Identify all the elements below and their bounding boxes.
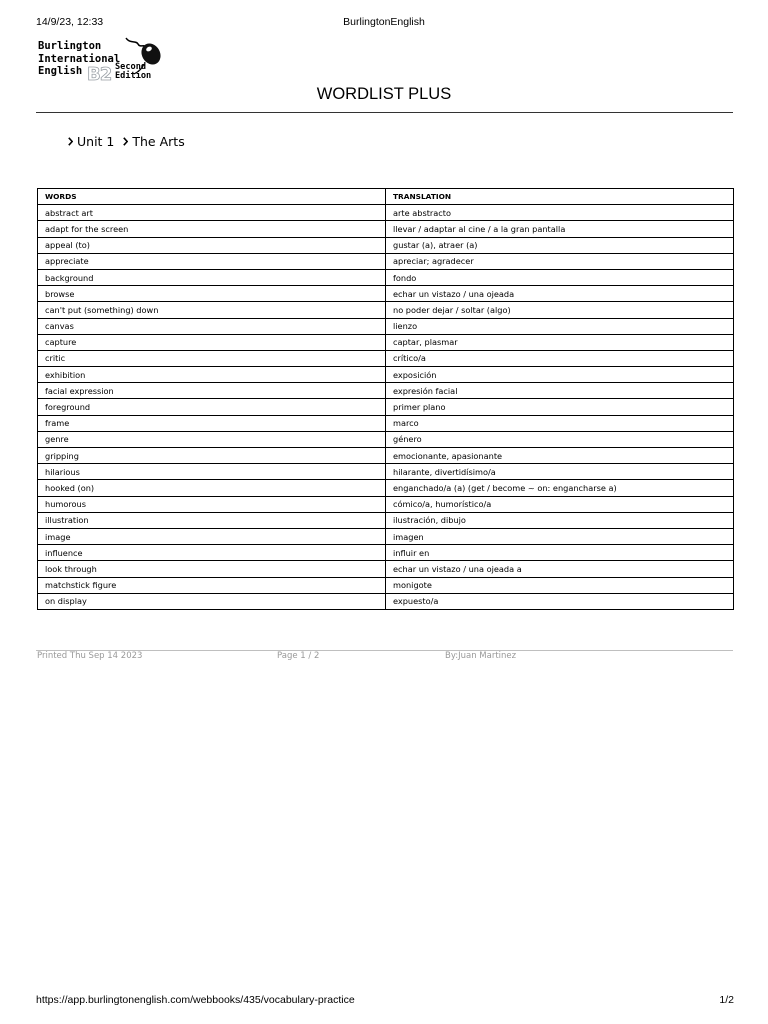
table-row bbox=[38, 561, 734, 577]
word-cell: look through bbox=[38, 561, 386, 577]
table-row bbox=[38, 221, 734, 237]
word-cell: critic bbox=[38, 350, 386, 366]
translation-cell: hilarante, divertidísimo/a bbox=[386, 464, 734, 480]
breadcrumb-unit[interactable] bbox=[68, 134, 114, 149]
word-cell: genre bbox=[38, 431, 386, 447]
word-cell: adapt for the screen bbox=[38, 221, 386, 237]
table-body bbox=[38, 205, 734, 610]
table-row bbox=[38, 237, 734, 253]
column-header-words: WORDS bbox=[38, 189, 386, 205]
translation-cell: crítico/a bbox=[386, 350, 734, 366]
table-row bbox=[38, 496, 734, 512]
table-row bbox=[38, 431, 734, 447]
word-cell: background bbox=[38, 269, 386, 285]
wordlist-table bbox=[37, 188, 734, 610]
translation-cell: arte abstracto bbox=[386, 205, 734, 221]
print-datetime: 14/9/23, 12:33 bbox=[36, 16, 104, 28]
table-header-row bbox=[38, 189, 734, 205]
translation-cell: exposición bbox=[386, 367, 734, 383]
table-row bbox=[38, 383, 734, 399]
table-row bbox=[38, 334, 734, 350]
title-divider bbox=[36, 112, 733, 113]
translation-cell: imagen bbox=[386, 528, 734, 544]
table-row bbox=[38, 528, 734, 544]
translation-cell: emocionante, apasionante bbox=[386, 448, 734, 464]
word-cell: facial expression bbox=[38, 383, 386, 399]
word-cell: capture bbox=[38, 334, 386, 350]
word-cell: gripping bbox=[38, 448, 386, 464]
table-row bbox=[38, 399, 734, 415]
table-row bbox=[38, 512, 734, 528]
logo-edition-line-2: Edition bbox=[115, 71, 152, 81]
breadcrumb-topic[interactable] bbox=[123, 134, 184, 149]
translation-cell: marco bbox=[386, 415, 734, 431]
translation-cell: fondo bbox=[386, 269, 734, 285]
word-cell: foreground bbox=[38, 399, 386, 415]
computer-mouse-icon bbox=[124, 36, 162, 76]
translation-cell: expuesto/a bbox=[386, 593, 734, 609]
breadcrumb-unit-label: Unit 1 bbox=[77, 134, 115, 149]
document-title: WORDLIST PLUS bbox=[316, 85, 452, 103]
translation-cell: llevar / adaptar al cine / a la gran pantalla bbox=[386, 221, 734, 237]
table-row bbox=[38, 205, 734, 221]
translation-cell: influir en bbox=[386, 545, 734, 561]
table-row bbox=[38, 593, 734, 609]
print-page-count: 1/2 bbox=[719, 994, 734, 1006]
word-cell: appeal (to) bbox=[38, 237, 386, 253]
table-row bbox=[38, 350, 734, 366]
word-cell: matchstick figure bbox=[38, 577, 386, 593]
word-cell: illustration bbox=[38, 512, 386, 528]
translation-cell: apreciar; agradecer bbox=[386, 253, 734, 269]
table-row bbox=[38, 367, 734, 383]
word-cell: browse bbox=[38, 286, 386, 302]
table-row bbox=[38, 286, 734, 302]
word-cell: image bbox=[38, 528, 386, 544]
translation-cell: ilustración, dibujo bbox=[386, 512, 734, 528]
footer-printed-date: Printed Thu Sep 14 2023 bbox=[37, 651, 143, 661]
table-row bbox=[38, 545, 734, 561]
footer-page-number: Page 1 / 2 bbox=[277, 651, 320, 661]
word-cell: abstract art bbox=[38, 205, 386, 221]
chevron-right-icon bbox=[123, 137, 128, 146]
breadcrumb bbox=[68, 134, 194, 149]
table-row bbox=[38, 302, 734, 318]
print-page-title: BurlingtonEnglish bbox=[343, 16, 425, 28]
logo-line-2: International bbox=[38, 52, 121, 65]
translation-cell: lienzo bbox=[386, 318, 734, 334]
word-cell: hooked (on) bbox=[38, 480, 386, 496]
translation-cell: no poder dejar / soltar (algo) bbox=[386, 302, 734, 318]
word-cell: can't put (something) down bbox=[38, 302, 386, 318]
table-row bbox=[38, 415, 734, 431]
translation-cell: gustar (a), atraer (a) bbox=[386, 237, 734, 253]
translation-cell: expresión facial bbox=[386, 383, 734, 399]
translation-cell: echar un vistazo / una ojeada bbox=[386, 286, 734, 302]
translation-cell: género bbox=[386, 431, 734, 447]
column-header-translation: TRANSLATION bbox=[386, 189, 734, 205]
table-row bbox=[38, 269, 734, 285]
table-row bbox=[38, 448, 734, 464]
logo-line-1: Burlington bbox=[38, 40, 102, 52]
word-cell: appreciate bbox=[38, 253, 386, 269]
logo-line-3: English bbox=[38, 65, 83, 77]
table-row bbox=[38, 318, 734, 334]
translation-cell: enganchado/a (a) (get / become ~ on: engancharse a) bbox=[386, 480, 734, 496]
translation-cell: primer plano bbox=[386, 399, 734, 415]
word-cell: influence bbox=[38, 545, 386, 561]
translation-cell: captar, plasmar bbox=[386, 334, 734, 350]
word-cell: frame bbox=[38, 415, 386, 431]
translation-cell: cómico/a, humorístico/a bbox=[386, 496, 734, 512]
breadcrumb-topic-label: The Arts bbox=[132, 134, 185, 149]
table-row bbox=[38, 577, 734, 593]
translation-cell: monigote bbox=[386, 577, 734, 593]
word-cell: humorous bbox=[38, 496, 386, 512]
table-row bbox=[38, 464, 734, 480]
print-url: https://app.burlingtonenglish.com/webbooks/435/vocabulary-practice bbox=[36, 994, 355, 1006]
translation-cell: echar un vistazo / una ojeada a bbox=[386, 561, 734, 577]
word-cell: exhibition bbox=[38, 367, 386, 383]
table-row bbox=[38, 480, 734, 496]
word-cell: hilarious bbox=[38, 464, 386, 480]
table-row bbox=[38, 253, 734, 269]
logo-edition-line-1: Second bbox=[115, 62, 147, 72]
burlington-logo bbox=[38, 36, 162, 85]
footer-author: By:Juan Martinez bbox=[445, 651, 517, 661]
word-cell: on display bbox=[38, 593, 386, 609]
word-cell: canvas bbox=[38, 318, 386, 334]
chevron-right-icon bbox=[68, 137, 73, 146]
logo-level-badge: B2 bbox=[87, 64, 112, 85]
